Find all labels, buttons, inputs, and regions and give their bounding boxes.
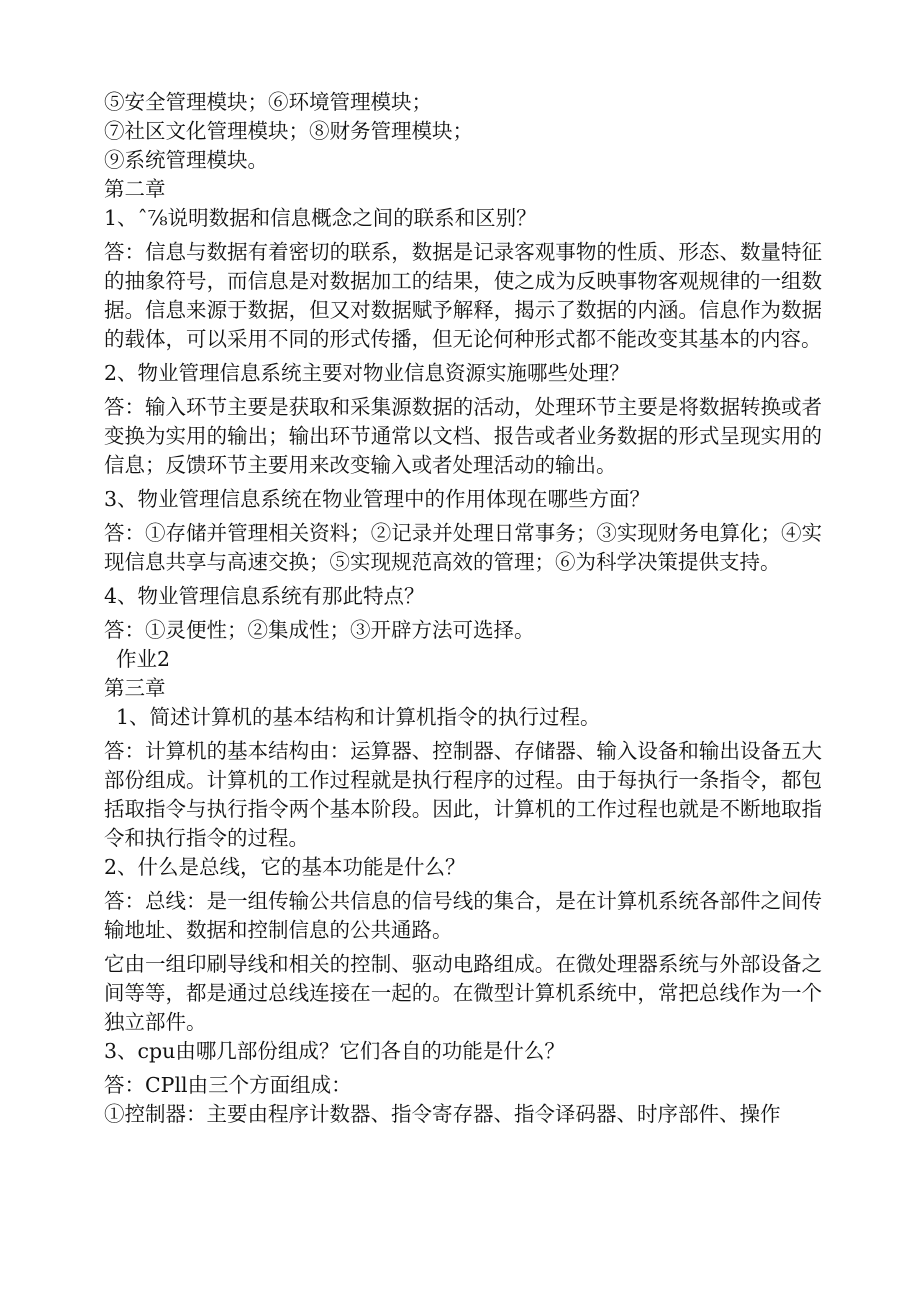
- answer-3-2-continued: 它由一组印刷导线和相关的控制、驱动电路组成。在微处理器系统与外部设备之间等等，都是通过总线连接在一起的。在微型计算机系统中，常把总线作为一个独立部件。: [104, 952, 822, 1034]
- text-line-module-list-3: ⑨系统管理模块。: [104, 148, 268, 172]
- question-2-2: 2、物业管理信息系统主要对物业信息资源实施哪些处理？: [104, 361, 630, 385]
- answer-2-2: 答：输入环节主要是获取和采集源数据的活动，处理环节主要是将数据转换或者变换为实用的输出；输出环节通常以文档、报告或者业务数据的形式呈现实用的信息；反馈环节主要用来改变输入或者处理活动的输出。: [104, 395, 822, 477]
- text-line-module-list-2: ⑦社区文化管理模块；⑧财务管理模块；: [104, 119, 473, 143]
- answer-2-1: 答：信息与数据有着密切的联系，数据是记录客观事物的性质、形态、数量特征的抽象符号，而信息是对数据加工的结果，使之成为反映事物客观规律的一组数据。信息来源于数据，但又对数据赋予解释，揭示了数据的内涵。信息作为数据的载体，可以采用不同的形式传播，但无论何种形式都不能改变其基本的内容。: [104, 240, 822, 351]
- assignment-2-heading: 作业2: [116, 647, 171, 671]
- chapter-3-heading: 第三章: [104, 676, 166, 700]
- text-line-module-list-1: ⑤安全管理模块；⑥环境管理模块；: [104, 90, 432, 114]
- answer-2-4: 答：①灵便性；②集成性；③开辟方法可选择。: [104, 618, 535, 642]
- question-3-1: 1、简述计算机的基本结构和计算机指令的执行过程。: [116, 705, 601, 729]
- question-2-1: 1、ˆ⅞说明数据和信息概念之间的联系和区别？: [104, 206, 537, 230]
- question-2-3: 3、物业管理信息系统在物业管理中的作用体现在哪些方面？: [104, 487, 651, 511]
- answer-2-3: 答：①存储并管理相关资料；②记录并处理日常事务；③实现财务电算化；④实现信息共享与高速交换；⑤实现规范高效的管理；⑥为科学决策提供支持。: [104, 521, 822, 574]
- answer-3-3-intro: 答：CPll由三个方面组成：: [104, 1073, 352, 1097]
- question-2-4: 4、物业管理信息系统有那此特点？: [104, 584, 425, 608]
- answer-3-3-controller: ①控制器：主要由程序计数器、指令寄存器、指令译码器、时序部件、操作: [104, 1102, 781, 1126]
- answer-3-2: 答：总线：是一组传输公共信息的信号线的集合，是在计算机系统各部件之间传输地址、数据和控制信息的公共通路。: [104, 889, 822, 942]
- answer-3-1: 答：计算机的基本结构由：运算器、控制器、存储器、输入设备和输出设备五大部份组成。计算机的工作过程就是执行程序的过程。由于每执行一条指令，都包括取指令与执行指令两个基本阶段。因此，计算机的工作过程也就是不断地取指令和执行指令的过程。: [104, 739, 822, 850]
- chapter-2-heading: 第二章: [104, 177, 166, 201]
- document-page: [104, 88, 822, 1129]
- question-3-3: 3、cpu由哪几部份组成？它们各自的功能是什么？: [104, 1039, 565, 1063]
- question-3-2: 2、什么是总线，它的基本功能是什么？: [104, 855, 466, 879]
